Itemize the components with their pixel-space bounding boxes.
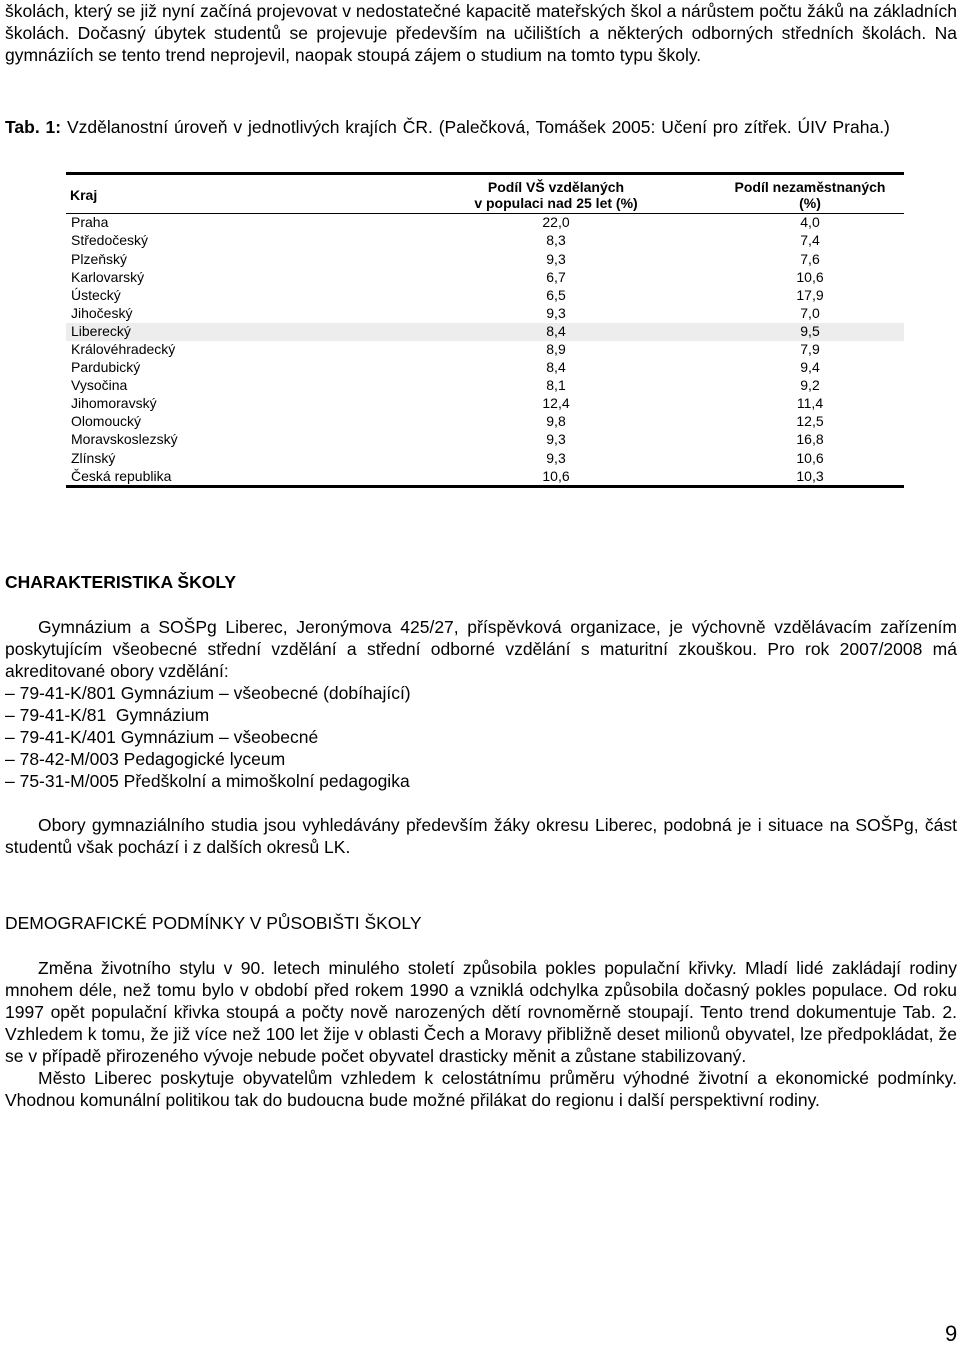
cell-kraj: Plzeňský [71,250,128,267]
demographics-heading: DEMOGRAFICKÉ PODMÍNKY V PŮSOBIŠTI ŠKOLY [5,913,422,933]
cell-vs: 12,4 [542,395,570,412]
cell-vs: 9,3 [546,304,566,321]
cell-vs: 6,7 [546,268,566,285]
list-item: – 75-31-M/005 Předškolní a mimoškolní pedagogika [5,771,410,791]
header-vs-line1: Podíl VŠ vzdělaných [487,179,625,195]
table-caption [5,116,957,138]
table-row [66,377,904,395]
table-header-row [66,174,904,214]
header-vs-line2: v populaci nad 25 let (%) [474,195,638,211]
cell-vs: 8,9 [546,341,566,357]
cell-kraj: Královéhradecký [71,341,176,357]
header-unemployment-line1: Podíl nezaměstnaných [734,179,886,195]
table-row [66,304,904,322]
header-unemployment-line2: (%) [799,195,821,211]
cell-kraj: Jihočeský [71,304,133,321]
intro-paragraph: školách, který se již nyní začíná projevovat v nedostatečné kapacitě mateřských škol a nárůstem počtu žáků na základních školách. Dočasný úbytek studentů se projevuje především na učilištích a některých odborných středních školách. Na gymnáziích se tento trend neprojevil, naopak stoupá zájem o studium na tomto typu školy. [5,1,957,65]
table-row [66,431,904,449]
demographics-paragraph-2: Město Liberec poskytuje obyvatelům vzhledem k celostátnímu průměru výhodné životní a ekonomické podmínky. Vhodnou komunální politikou tak do budoucna bude možné přilákat do regionu i další perspektivní rodiny. [5,1068,957,1110]
table-row [66,449,904,467]
demographics-section [5,912,957,1111]
cell-kraj: Moravskoslezský [71,431,178,448]
cell-vs: 22,0 [542,214,570,231]
cell-unemployment: 9,2 [800,377,820,394]
cell-unemployment: 7,0 [800,304,820,321]
cell-unemployment: 10,6 [796,449,824,466]
header-unemployment [716,174,904,214]
education-table-wrapper [66,172,904,488]
cell-unemployment: 4,0 [800,214,820,231]
cell-kraj: Liberecký [66,323,396,341]
cell-vs: 9,8 [546,413,566,430]
page-number: 9 [945,1321,958,1346]
cell-vs: 8,1 [546,377,566,394]
education-table [66,172,904,488]
header-vs [396,174,716,214]
table-row [66,341,904,359]
school-heading: CHARAKTERISTIKA ŠKOLY [5,572,237,592]
school-section [5,571,957,858]
cell-kraj: Zlínský [71,449,116,466]
cell-kraj: Středočeský [71,232,149,249]
cell-kraj: Karlovarský [71,268,145,285]
cell-kraj: Česká republika [66,467,396,487]
list-item: – 79-41-K/81 Gymnázium [5,705,210,725]
cell-vs: 9,3 [546,449,566,466]
cell-vs: 8,4 [546,359,566,376]
cell-unemployment: 7,9 [800,341,820,357]
cell-unemployment: 10,3 [716,467,904,487]
cell-unemployment: 10,6 [796,268,824,285]
cell-kraj: Vysočina [71,377,128,394]
list-item: – 78-42-M/003 Pedagogické lyceum [5,749,286,769]
cell-unemployment: 12,5 [796,413,824,430]
demographics-paragraph-1: Změna životního stylu v 90. letech minulého století způsobila pokles populační křivky. Mladí lidé zakládají rodiny mnohem déle, než tomu bylo v období před rokem 1990 a vzniklá odchylka způsobila dočasný pokles populace. Od roku 1997 opět populační křivka stoupá a počty nově narozených dětí rovnoměrně stoupají. Tento trend dokumentuje Tab. 2. Vzhledem k tomu, že již více než 100 let žije v oblasti Čech a Moravy přibližně deset milionů obyvatel, lze předpokládat, že se v případě přirozeného vývoje nebude počet obyvatel drasticky měnit a zůstane stabilizovaný. [5,958,957,1066]
cell-unemployment: 17,9 [796,286,824,303]
cell-vs: 8,4 [396,323,716,341]
cell-kraj: Pardubický [71,359,141,376]
cell-vs: 9,3 [546,250,566,267]
cell-vs: 8,3 [546,232,566,249]
cell-kraj: Jihomoravský [71,395,157,412]
cell-unemployment: 9,5 [716,323,904,341]
cell-kraj: Ústecký [71,286,121,303]
cell-unemployment: 9,4 [800,359,820,376]
table-row [66,250,904,268]
list-item: – 79-41-K/801 Gymnázium – všeobecné (dobíhající) [5,683,411,703]
table-row [66,214,904,233]
list-item: – 79-41-K/401 Gymnázium – všeobecné [5,727,319,747]
table-row [66,413,904,431]
cell-vs: 6,5 [546,286,566,303]
cell-unemployment: 7,4 [800,232,820,249]
table-row [66,395,904,413]
cell-kraj: Olomoucký [71,413,142,430]
table-row [66,232,904,250]
cell-vs: 9,3 [546,431,566,448]
header-kraj: Kraj [66,174,396,214]
table-total-row [66,467,904,487]
table-row [66,323,904,341]
school-paragraph-2: Obory gymnaziálního studia jsou vyhledávány především žáky okresu Liberec, podobná je i situace na SOŠPg, část studentů však pochází i z dalších okresů LK. [5,815,957,857]
table-caption-text: Vzdělanostní úroveň v jednotlivých krajích ČR. (Palečková, Tomášek 2005: Učení pro zítřek. ÚIV Praha.) [61,117,890,137]
cell-kraj: Praha [71,214,109,231]
cell-unemployment: 16,8 [796,431,824,448]
programs-list [5,682,957,792]
table-caption-label: Tab. 1: [5,117,62,137]
cell-unemployment: 11,4 [796,395,824,412]
cell-vs: 10,6 [396,467,716,487]
table-row [66,359,904,377]
cell-unemployment: 7,6 [800,250,820,267]
school-paragraph: Gymnázium a SOŠPg Liberec, Jeronýmova 425/27, příspěvková organizace, je výchovně vzdělávacím zařízením poskytujícím všeobecné střední vzdělání a střední odborné vzdělání s maturitní zkouškou. Pro rok 2007/2008 má akreditované obory vzdělání: [5,617,957,681]
table-row [66,286,904,304]
table-row [66,268,904,286]
